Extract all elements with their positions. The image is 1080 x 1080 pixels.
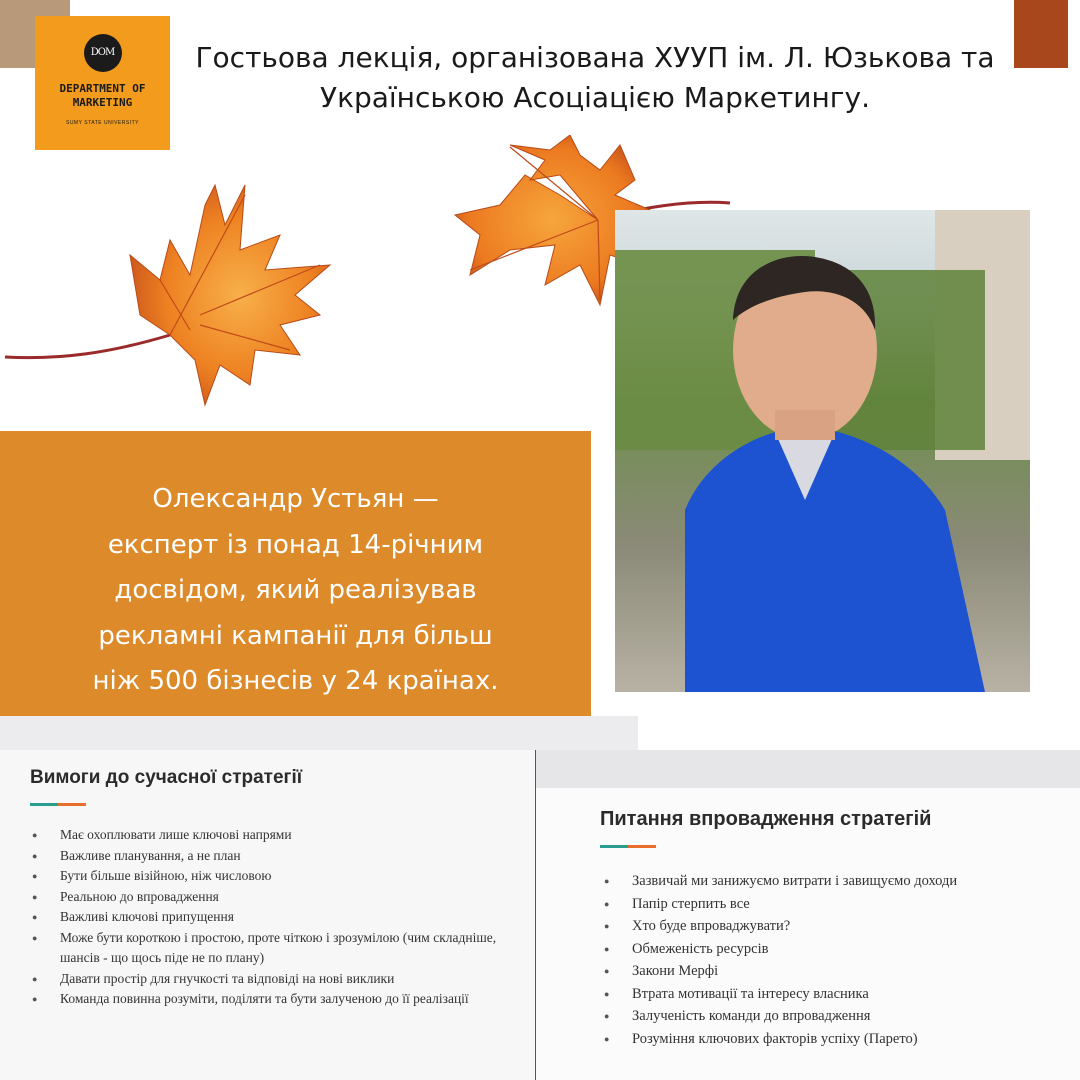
requirements-list — [32, 825, 537, 1010]
speaker-photo-illustration — [615, 210, 1030, 692]
logo-emblem: DOM — [84, 34, 122, 72]
slide-title: Вимоги до сучасної стратегії — [30, 767, 303, 788]
corner-decoration-right — [1014, 0, 1068, 68]
bio-line: досвідом, який реалізував — [114, 575, 477, 605]
bio-line: рекламні кампанії для більш — [98, 620, 493, 651]
list-item: ● Зазвичай ми занижуємо витрати і завищуємо доходи — [604, 870, 1064, 893]
title-accent-bar — [30, 803, 86, 806]
logo-text-line1: DEPARTMENT OF — [59, 82, 146, 95]
bio-line: ніж 500 бізнесів у 24 країнах. — [92, 666, 499, 696]
list-item: ● Давати простір для гнучкості та відповіді на нові виклики — [32, 969, 537, 990]
list-item: ● Бути більше візійною, ніж числовою — [32, 866, 537, 887]
list-item: ● Папір стерпить все — [604, 893, 1064, 916]
speaker-bio — [0, 477, 591, 705]
separator-strip — [0, 716, 638, 750]
list-item: ● Може бути короткою і простою, проте чіткою і зрозумілою (чим складніше, шансів - що щось піде не по плану) — [32, 928, 537, 969]
page-title: Гостьова лекція, організована ХУУП ім. Л. Юзькова та Українською Асоціацією Маркетингу. — [195, 41, 995, 114]
speaker-photo — [615, 210, 1030, 692]
list-item: ● Важливе планування, а не план — [32, 846, 537, 867]
logo-subtitle: SUMY STATE UNIVERSITY — [65, 120, 139, 126]
list-item: ● Має охоплювати лише ключові напрями — [32, 825, 537, 846]
slide-title: Питання впровадження стратегій — [600, 808, 932, 830]
title-accent-bar — [600, 845, 656, 848]
list-item: ● Обмеженість ресурсів — [604, 938, 1064, 961]
department-logo — [35, 16, 170, 150]
list-item: ● Втрата мотивації та інтересу власника — [604, 983, 1064, 1006]
list-item: ● Залученість команди до впровадження — [604, 1005, 1064, 1028]
separator-strip-right — [536, 750, 1080, 788]
bio-line: експерт із понад 14-річним — [107, 529, 484, 560]
bio-line: Олександр Устьян — — [152, 484, 439, 514]
implementation-list — [604, 870, 1064, 1050]
list-item: ● Розуміння ключових факторів успіху (Парето) — [604, 1028, 1064, 1051]
list-item: ● Важливі ключові припущення — [32, 907, 537, 928]
list-item: ● Команда повинна розуміти, поділяти та бути залученою до її реалізації — [32, 989, 537, 1010]
slide-implementation — [536, 788, 1080, 1080]
logo-text-line2: MARKETING — [72, 96, 133, 109]
list-item: ● Реальною до впровадження — [32, 887, 537, 908]
maple-leaf-icon — [0, 165, 340, 435]
list-item: ● Хто буде впроваджувати? — [604, 915, 1064, 938]
list-item: ● Закони Мерфі — [604, 960, 1064, 983]
slide-requirements — [0, 750, 535, 1080]
